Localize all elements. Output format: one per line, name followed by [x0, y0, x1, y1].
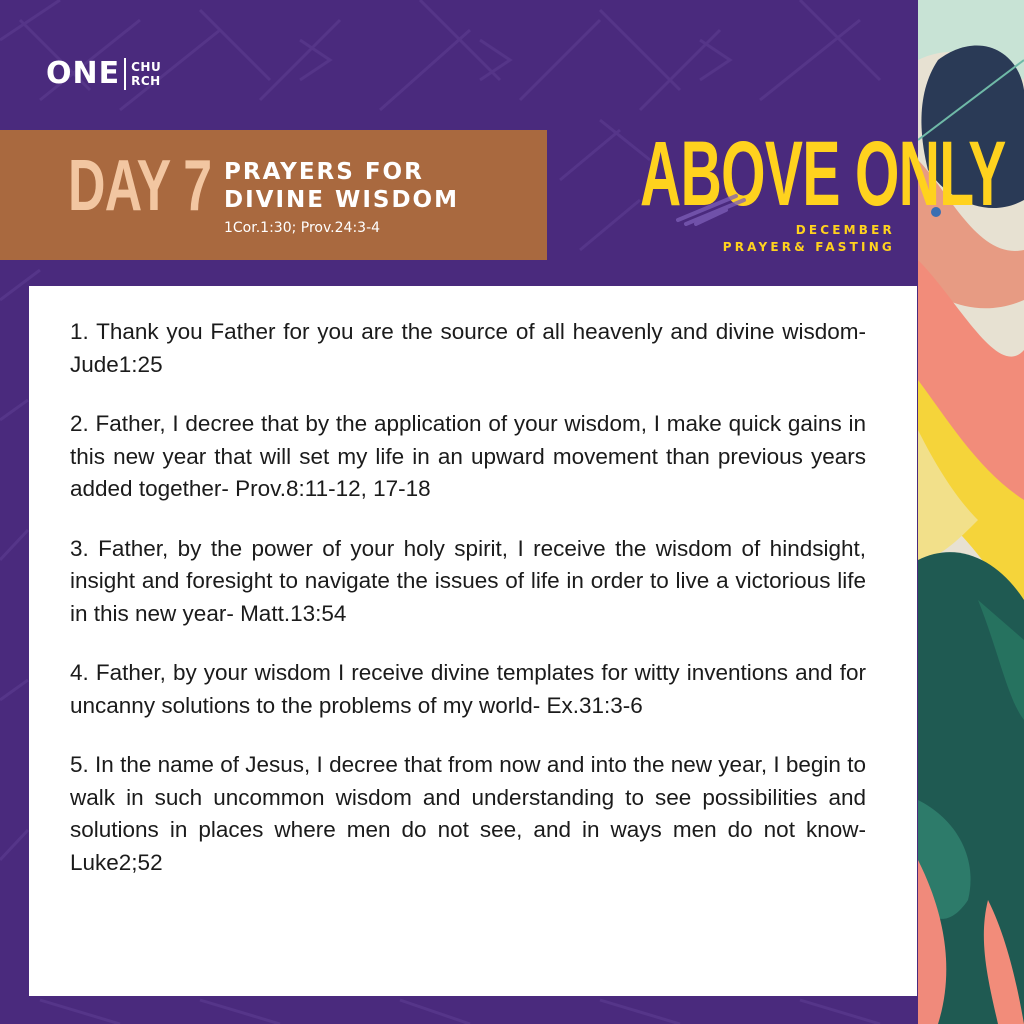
one-church-logo	[46, 58, 161, 90]
brush-stroke-icon	[676, 190, 746, 226]
prayer-list	[70, 316, 866, 906]
logo-church-text	[131, 60, 161, 88]
prayer-topic-title-line2: DIVINE WISDOM	[224, 187, 459, 213]
prayer-topic-title-line1: PRAYERS FOR	[224, 159, 424, 185]
prayer-topic-title	[224, 158, 524, 214]
campaign-subtitle-line1: DECEMBER	[795, 223, 895, 237]
campaign-subtitle-line2: PRAYER& FASTING	[722, 240, 895, 254]
logo-divider	[124, 58, 126, 90]
logo-church-line2: RCH	[131, 74, 161, 88]
prayer-item-1: 1. Thank you Father for you are the source of all heavenly and divine wisdom-Jude1:25	[70, 319, 866, 377]
scripture-reference: 1Cor.1:30; Prov.24:3-4	[224, 220, 381, 236]
prayer-item-2: 2. Father, I decree that by the application of your wisdom, I make quick gains in this new year that will set my life in an upward movement than previous years added together- Prov.8:11-12, 17-18	[70, 411, 866, 501]
prayer-item-4: 4. Father, by your wisdom I receive divine templates for witty inventions and for uncanny solutions to the problems of my world- Ex.31:3-6	[70, 660, 866, 718]
campaign-subtitle	[660, 222, 895, 256]
logo-one-text: ONE	[46, 56, 121, 91]
logo-church-line1: CHU	[131, 60, 162, 74]
day-label: DAY 7	[68, 146, 212, 226]
prayer-item-3: 3. Father, by the power of your holy spirit, I receive the wisdom of hindsight, insight and foresight to navigate the issues of life in order to live a victorious life in this new year- Matt.13:54	[70, 535, 866, 626]
prayer-item-5: 5. In the name of Jesus, I decree that from now and into the new year, I begin to walk in such uncommon wisdom and understanding to see possibilities and solutions in places where men do not see, and in ways men do not know-Luke2;52	[70, 752, 866, 875]
campaign-title: ABOVE ONLY	[640, 123, 1006, 225]
